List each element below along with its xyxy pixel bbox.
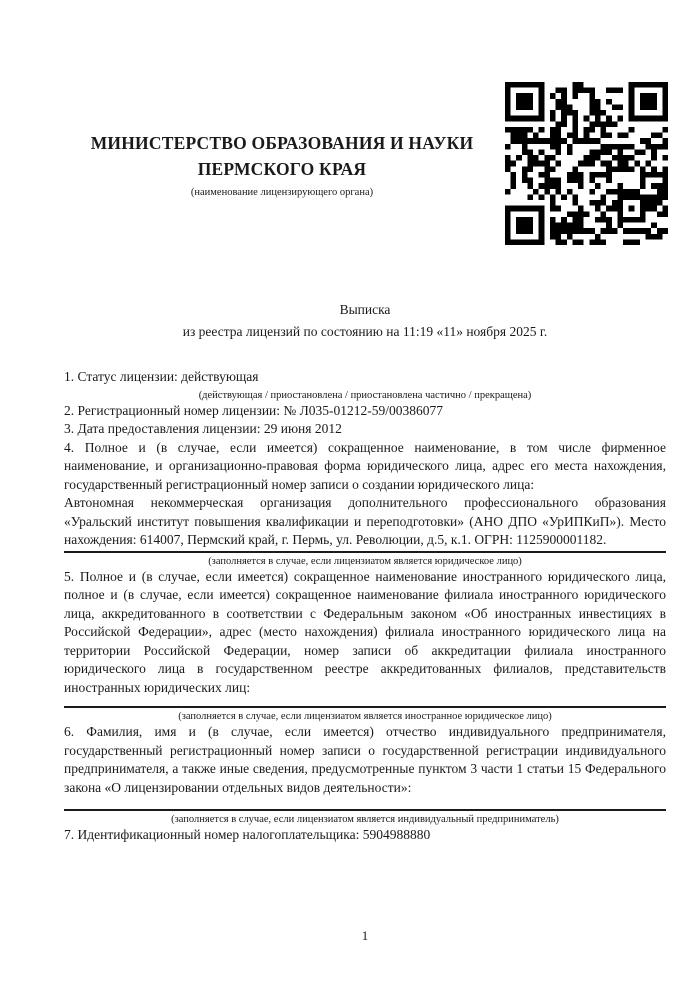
licensing-authority-header: [64, 131, 500, 199]
fill-in-rule-foreign-entity: [64, 706, 666, 708]
ministry-name-line2: ПЕРМСКОГО КРАЯ: [197, 158, 367, 179]
document-title: [64, 299, 666, 343]
item-license-date: 3. Дата предоставления лицензии: 29 июня 2012: [64, 421, 342, 436]
document-title-line1: Выписка: [339, 302, 391, 317]
page-number: 1: [361, 928, 369, 943]
item-legal-entity-label: 4. Полное и (в случае, если имеется) сокращенное наименование, в том числе фирменное наименование, и организационно-правовая форма юридического лица, адрес его места нахождения, государственный регистрационный номер записи о создании юридического лица:: [64, 439, 666, 492]
fill-in-rule-individual-entrepreneur: [64, 809, 666, 811]
qr-code: [505, 82, 668, 245]
item-foreign-entity-label: 5. Полное и (в случае, если имеется) сокращенное наименование иностранного юридического лица, полное и (в случае, если имеется) сокращенное наименование филиала иностранного юридического лица, аккредитованного в соответствии с Федеральным законом «Об иностранных инвестициях в Российской Федерации», адрес (место нахождения) филиала иностранного юридического лица на территории Российской Федерации, номер записи об аккредитации филиала иностранного юридического лица в государственном реестре аккредитованных филиалов, представительств иностранных юридических лиц:: [64, 568, 666, 695]
item-legal-entity-caption: (заполняется в случае, если лицензиатом является юридическое лицо): [208, 555, 522, 567]
item-individual-entrepreneur-label: 6. Фамилия, имя и (в случае, если имеется) отчество индивидуального предпринимателя, государственный регистрационный номер записи о государственной регистрации индивидуального предпринимателя, а также иные сведения, предусмотренные пунктом 3 части 1 статьи 15 Федерального закона «О лицензировании отдельных видов деятельности»:: [64, 724, 666, 795]
fill-in-rule-legal-entity: [64, 551, 666, 553]
ministry-caption: (наименование лицензирующего органа): [190, 187, 374, 198]
item-individual-entrepreneur-caption: (заполняется в случае, если лицензиатом является индивидуальный предприниматель): [171, 814, 559, 825]
item-license-status: 1. Статус лицензии: действующая: [64, 369, 259, 384]
item-registration-number: 2. Регистрационный номер лицензии: № Л035-01212-59/00386077: [64, 402, 444, 418]
document-body: [64, 368, 666, 845]
item-license-status-caption: (действующая / приостановлена / приостановлена частично / прекращена): [198, 389, 532, 401]
item-taxpayer-id: 7. Идентификационный номер налогоплательщика: 5904988880: [64, 827, 431, 842]
document-title-line2: из реестра лицензий по состоянию на 11:19 «11» ноября 2025 г.: [182, 324, 548, 339]
item-foreign-entity-caption: (заполняется в случае, если лицензиатом является иностранное юридическое лицо): [178, 711, 552, 722]
ministry-name-line1: МИНИСТЕРСТВО ОБРАЗОВАНИЯ И НАУКИ: [90, 133, 474, 153]
ministry-name: [64, 131, 500, 182]
item-legal-entity-value: Автономная некоммерческая организация дополнительного профессионального образования «Уральский институт повышения квалификации и переподготовки» (АНО ДПО «УрИПКиП»). Место нахождения: 614007, Пермский край, г. Пермь, ул. Революции, д.5, к.1. ОГРН: 1125900001182.: [64, 495, 666, 547]
